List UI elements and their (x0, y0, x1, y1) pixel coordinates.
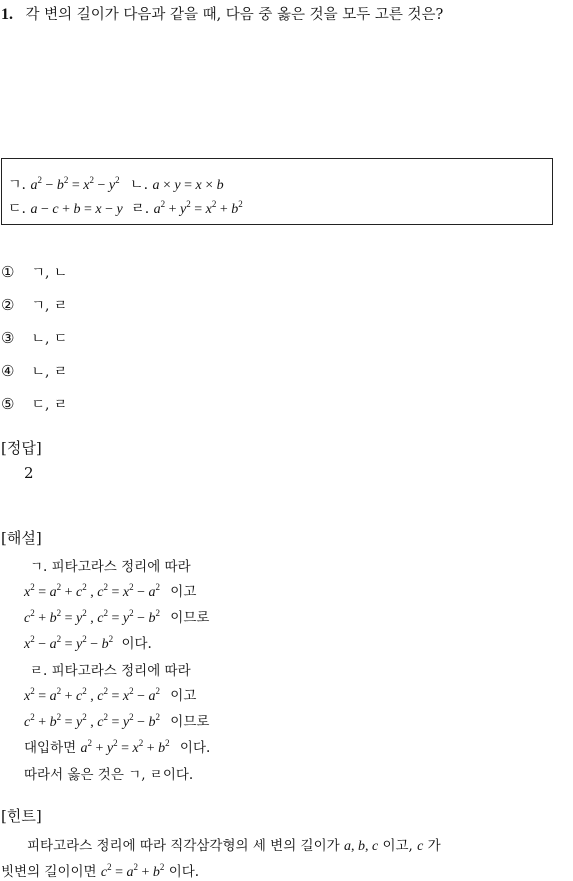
hint-text: 피타고라스 정리에 따라 직각삼각형의 세 변의 길이가 (27, 838, 340, 854)
statement-g-label: ㄱ. (8, 177, 26, 193)
choice-text: ㄷ, ㄹ (31, 397, 68, 413)
hint-text: 이다. (168, 864, 200, 880)
formula: a, b, c (343, 839, 379, 854)
explanation-line (24, 710, 209, 731)
hint-text: 가 (427, 838, 441, 854)
explanation-ida: 이다. (121, 636, 152, 652)
choice-1[interactable] (1, 262, 67, 282)
choice-3[interactable] (1, 328, 67, 348)
explanation-line (24, 632, 152, 653)
explanation-line (24, 736, 210, 757)
choice-number: ② (1, 296, 15, 314)
explanation-line (24, 580, 196, 601)
explanation-idago: 이고 (170, 688, 197, 704)
hint-line-1 (27, 834, 441, 855)
explanation-conclusion: 따라서 옳은 것은 ㄱ, ㄹ이다. (24, 767, 194, 783)
explanation-imeuro: 이므로 (170, 610, 210, 626)
statements-box (1, 158, 553, 225)
statement-g-formula: $a^2 - b^2 = x^2 - y^2$ (30, 175, 120, 193)
question-number: 1. (1, 6, 13, 23)
hint-text: 빗변의 길이이면 (1, 864, 97, 880)
choice-number: ⑤ (1, 395, 15, 413)
hint-heading: [힌트] (1, 807, 42, 825)
answer-value: 2 (24, 464, 34, 482)
explanation-substitute: 대입하면 (24, 740, 77, 756)
formula: c (417, 839, 424, 854)
explanation-line (24, 606, 209, 627)
choice-number: ① (1, 263, 15, 281)
choice-text: ㄱ, ㄹ (31, 298, 68, 314)
formula: $c^2 + b^2 = y^2$ , $c^2 = y^2 - b^2$ (24, 608, 160, 626)
statement-n-label: ㄴ. (130, 177, 149, 193)
hint-text: 이고, (382, 838, 413, 854)
explanation-heading: [해설] (1, 529, 42, 547)
statement-row-1 (8, 174, 224, 194)
explanation-ida: 이다. (179, 740, 211, 756)
explanation-r-intro: ㄹ. 피타고라스 정리에 따라 (30, 663, 191, 679)
choice-text: ㄴ, ㄷ (31, 331, 68, 347)
explanation-idago: 이고 (170, 584, 197, 600)
choice-5[interactable] (1, 394, 67, 414)
answer-heading: [정답] (1, 439, 42, 457)
statement-n-formula: a × y = x × b (152, 178, 224, 193)
explanation-g-intro: ㄱ. 피타고라스 정리에 따라 (30, 559, 191, 575)
formula: $c^2 = a^2 + b^2$ (100, 862, 165, 880)
formula: $x^2 - a^2 = y^2 - b^2$ (24, 634, 114, 652)
choice-4[interactable] (1, 361, 67, 381)
explanation-imeuro: 이므로 (170, 714, 210, 730)
question-text: 각 변의 길이가 다음과 같을 때, 다음 중 옳은 것을 모두 고른 것은? (25, 7, 444, 23)
choice-2[interactable] (1, 295, 67, 315)
choice-text: ㄱ, ㄴ (31, 265, 68, 281)
statement-d-label: ㄷ. (8, 201, 26, 217)
choice-number: ③ (1, 329, 15, 347)
statement-row-2 (8, 198, 243, 218)
question (1, 3, 443, 24)
choice-text: ㄴ, ㄹ (31, 364, 68, 380)
explanation-line (24, 684, 196, 705)
statement-r-formula: $a^2 + y^2 = x^2 + b^2$ (153, 199, 243, 217)
formula: $x^2 = a^2 + c^2$ , $c^2 = x^2 - a^2$ (24, 582, 160, 600)
statement-r-label: ㄹ. (131, 201, 150, 217)
formula: $c^2 + b^2 = y^2$ , $c^2 = y^2 - b^2$ (24, 712, 160, 730)
statement-d-formula: a − c + b = x − y (30, 202, 123, 217)
formula: $x^2 = a^2 + c^2$ , $c^2 = x^2 - a^2$ (24, 686, 160, 704)
formula: $a^2 + y^2 = x^2 + b^2$ (80, 738, 170, 756)
choice-number: ④ (1, 362, 15, 380)
